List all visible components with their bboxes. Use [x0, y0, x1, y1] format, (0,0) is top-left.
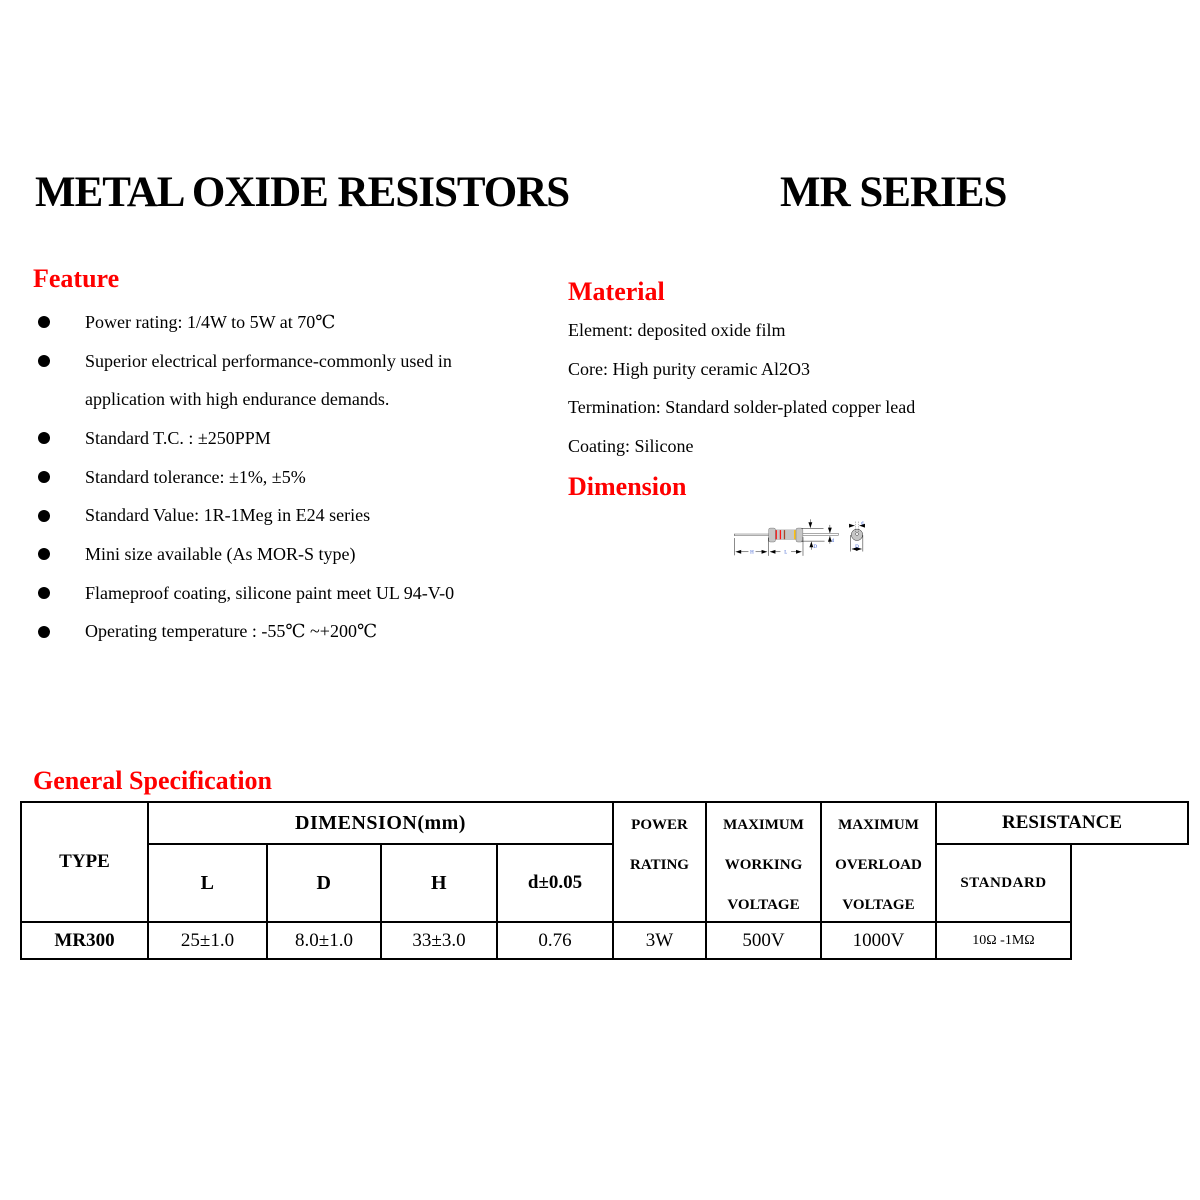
- dim-label-body-diameter: D: [813, 544, 818, 551]
- feature-item-text: Standard Value: 1R-1Meg in E24 series: [85, 505, 371, 526]
- end-view-lead-hole: [856, 533, 859, 536]
- td-d: 8.0±1.0: [266, 921, 382, 960]
- bullet-icon: [38, 587, 50, 599]
- material-line-coating: Coating: Silicone: [568, 435, 694, 456]
- td-max-working-voltage: 500V: [705, 921, 822, 960]
- page-title: METAL OXIDE RESISTORS: [35, 169, 570, 216]
- td-h: 33±3.0: [380, 921, 498, 960]
- feature-item: [33, 342, 553, 381]
- feature-item-text: Superior electrical performance-commonly used in: [85, 350, 452, 371]
- material-list: [568, 311, 1128, 466]
- lead-right: [802, 534, 839, 536]
- resistor-band-4: [794, 530, 796, 539]
- resistor-band-3: [784, 530, 785, 539]
- dim-label-lead-diameter: d: [831, 537, 835, 544]
- feature-item: [33, 613, 553, 652]
- bullet-icon: [38, 626, 50, 638]
- bullet-icon: [38, 316, 50, 328]
- feature-item: [33, 496, 553, 535]
- material-line-termination: Termination: Standard solder-plated copper lead: [568, 397, 916, 418]
- th-standard: STANDARD: [935, 843, 1072, 923]
- th-l: L: [147, 843, 268, 923]
- resistor-band-1: [776, 530, 777, 539]
- td-type: MR300: [20, 921, 149, 960]
- dimension-heading: Dimension: [568, 472, 687, 501]
- material-line-core: Core: High purity ceramic Al2O3: [568, 358, 810, 379]
- dim-label-end-body-diameter: D: [855, 543, 859, 550]
- dim-label-h: H: [750, 549, 754, 556]
- bullet-icon: [38, 355, 50, 367]
- feature-item-text: Standard tolerance: ±1%, ±5%: [85, 466, 306, 487]
- resistor-body: [774, 530, 797, 540]
- feature-heading: Feature: [33, 264, 120, 293]
- feature-item-text: Mini size available (As MOR-S type): [85, 543, 356, 564]
- td-resistance-standard: 10Ω -1MΩ: [935, 921, 1072, 960]
- feature-item: [33, 458, 553, 497]
- series-title: MR SERIES: [780, 169, 1007, 216]
- feature-item-text: Standard T.C. : ±250PPM: [85, 427, 271, 448]
- feature-item: [33, 535, 553, 574]
- feature-list: [33, 303, 553, 651]
- resistor-cap-left: [769, 528, 776, 542]
- feature-item-text: Flameproof coating, silicone paint meet UL 94-V-0: [85, 582, 455, 603]
- resistor-cap-right: [796, 528, 803, 542]
- feature-item: [33, 303, 553, 342]
- resistor-band-2: [780, 530, 781, 539]
- lead-left: [734, 534, 770, 536]
- th-d: D: [266, 843, 382, 923]
- th-h: H: [380, 843, 498, 923]
- th-dimension-group: DIMENSION(mm): [147, 801, 614, 845]
- bullet-icon: [38, 548, 50, 560]
- resistor-end-view: [850, 520, 864, 551]
- dimension-diagram: [560, 515, 1200, 690]
- th-max-working-voltage: MAXIMUM WORKING VOLTAGE: [705, 801, 822, 923]
- dim-label-end-lead-diameter: d: [861, 520, 864, 527]
- feature-item-text: Power rating: 1/4W to 5W at 70℃: [85, 311, 336, 332]
- general-spec-heading: General Specification: [33, 766, 273, 795]
- th-max-overload-voltage: MAXIMUM OVERLOAD VOLTAGE: [820, 801, 937, 923]
- bullet-icon: [38, 471, 50, 483]
- bullet-icon: [38, 432, 50, 444]
- feature-item-text: Operating temperature : -55℃ ~+200℃: [85, 621, 378, 642]
- td-l: 25±1.0: [147, 921, 268, 960]
- material-heading: Material: [568, 277, 665, 306]
- feature-item: [33, 419, 553, 458]
- td-power-rating: 3W: [612, 921, 707, 960]
- resistor-side-view: [734, 528, 838, 542]
- feature-item: [33, 574, 553, 613]
- dim-label-l: L: [784, 549, 788, 556]
- bullet-icon: [38, 510, 50, 522]
- td-max-overload-voltage: 1000V: [820, 921, 937, 960]
- feature-item-continuation: [33, 380, 553, 419]
- feature-item-text: application with high endurance demands.: [85, 389, 390, 410]
- th-d-tolerance: d±0.05: [496, 843, 614, 923]
- material-line-element: Element: deposited oxide film: [568, 319, 786, 340]
- th-resistance: RESISTANCE: [935, 801, 1189, 845]
- th-power-rating: POWER RATING: [612, 801, 707, 923]
- td-d-tolerance: 0.76: [496, 921, 614, 960]
- th-type: TYPE: [20, 801, 149, 923]
